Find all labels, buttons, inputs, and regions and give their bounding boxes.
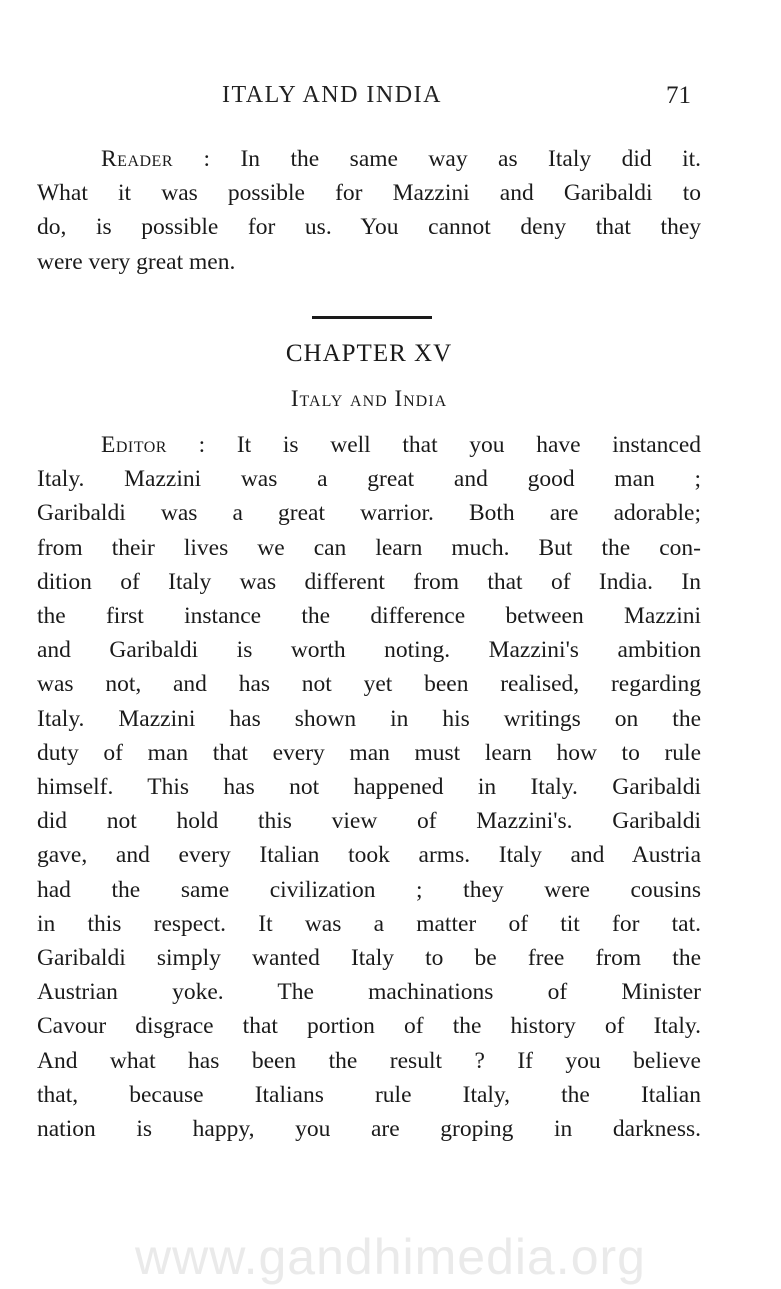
paragraph-line: had the same civilization ; they were cousins <box>37 876 701 903</box>
reader-paragraph <box>37 142 701 279</box>
paragraph-line: and Garibaldi is worth noting. Mazzini's ambition <box>37 637 701 664</box>
paragraph-line: was not, and has not yet been realised, regarding <box>37 671 701 698</box>
paragraph-line: And what has been the result ? If you believe <box>37 1047 701 1074</box>
paragraph-line: dition of Italy was different from that of India. In <box>37 568 701 595</box>
paragraph-line: himself. This has not happened in Italy. Garibaldi <box>37 774 701 801</box>
paragraph-line: gave, and every Italian took arms. Italy and Austria <box>37 842 701 869</box>
paragraph-line: were very great men. <box>37 248 236 275</box>
paragraph-line: Garibaldi simply wanted Italy to be free from the <box>37 945 701 972</box>
paragraph-line: nation is happy, you are groping in darkness. <box>37 1116 701 1143</box>
paragraph-line: Cavour disgrace that portion of the history of Italy. <box>37 1013 701 1040</box>
paragraph-line: Editor : It is well that you have instanced <box>101 432 701 458</box>
paragraph-line: duty of man that every man must learn how to rule <box>37 739 701 766</box>
section-divider <box>312 316 432 319</box>
running-title: ITALY AND INDIA <box>222 82 442 108</box>
paragraph-line: What it was possible for Mazzini and Garibaldi to <box>37 180 701 207</box>
paragraph-line: that, because Italians rule Italy, the Italian <box>37 1081 701 1108</box>
paragraph-line: in this respect. It was a matter of tit for tat. <box>37 910 701 937</box>
paragraph-line: Italy. Mazzini has shown in his writings on the <box>37 705 701 732</box>
paragraph-line: from their lives we can learn much. But the con- <box>37 534 701 561</box>
paragraph-line: Reader : In the same way as Italy did it. <box>101 146 702 172</box>
paragraph-line: Austrian yoke. The machinations of Minister <box>37 979 701 1006</box>
paragraph-line: do, is possible for us. You cannot deny that they <box>37 214 701 241</box>
editor-paragraph <box>37 428 701 1146</box>
speaker-label: Editor <box>101 432 167 458</box>
page-number: 71 <box>666 82 691 109</box>
speaker-label: Reader <box>101 146 174 172</box>
paragraph-line: Italy. Mazzini was a great and good man ; <box>37 466 701 493</box>
paragraph-line: did not hold this view of Mazzini's. Garibaldi <box>37 808 701 835</box>
watermark: www.gandhimedia.org <box>135 1229 646 1285</box>
paragraph-line: Garibaldi was a great warrior. Both are adorable; <box>37 500 701 527</box>
paragraph-line: the first instance the difference between Mazzini <box>37 603 701 630</box>
chapter-subtitle: Italy and India <box>290 386 448 411</box>
chapter-heading: CHAPTER XV <box>285 340 453 367</box>
